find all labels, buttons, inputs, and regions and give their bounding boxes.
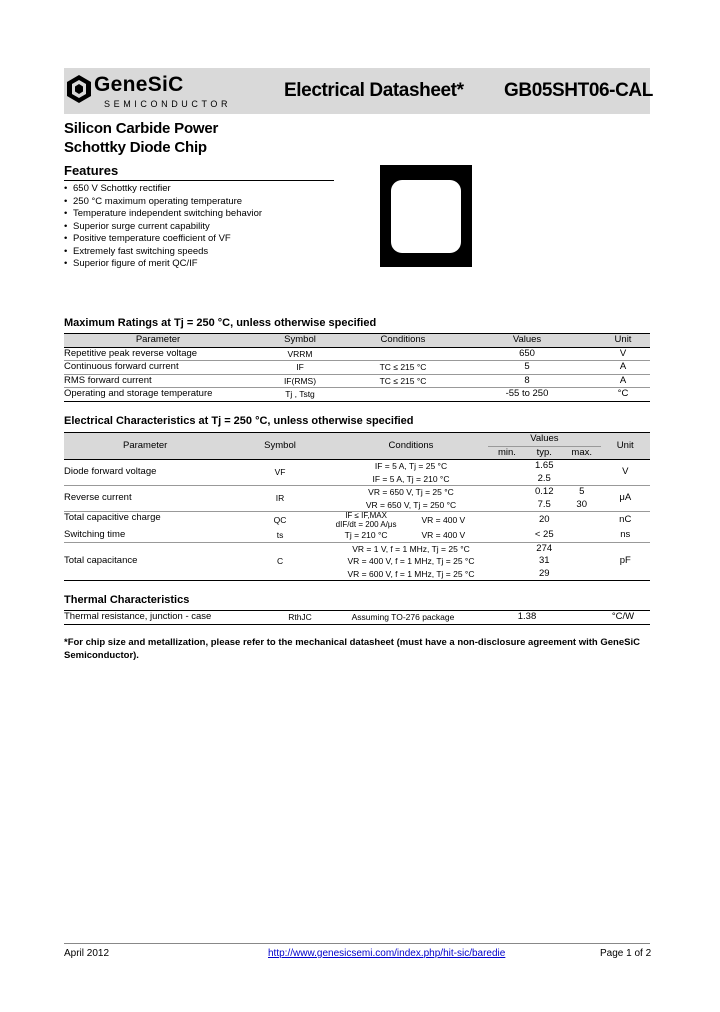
cell-parameter: Operating and storage temperature — [64, 388, 252, 402]
footnote: *For chip size and metallization, please refer to the mechanical datasheet (must have a non-disclosure agreement with GeneSiC Semiconductor). — [64, 637, 640, 661]
cond-didt: dIF/dt = 200 A/μs — [335, 519, 397, 529]
table-row — [64, 512, 650, 530]
elec-chars-title: Electrical Characteristics at Tj = 250 °C, unless otherwise specified — [64, 415, 414, 427]
col-header: Values — [458, 334, 596, 348]
max-ratings-table — [64, 333, 650, 402]
cell-value: 650 — [519, 347, 535, 359]
table-header-row — [64, 433, 650, 447]
cell-symbol: IR — [226, 486, 333, 512]
cell-conditions — [348, 347, 458, 361]
col-header: Unit — [601, 433, 650, 460]
cell-unit: A — [596, 361, 650, 375]
cell-unit: V — [619, 347, 627, 359]
cell-unit: nC — [601, 512, 650, 530]
col-header: Unit — [596, 334, 650, 348]
elec-chars-table — [64, 432, 650, 581]
table-row — [64, 374, 650, 388]
logo-name: GeneSiC — [94, 73, 184, 96]
cell-parameter: Repetitive peak reverse voltage — [64, 347, 198, 359]
part-number: GB05SHT06-CAL — [504, 80, 653, 101]
cell-typ: 29 — [526, 568, 563, 581]
product-title-line1: Silicon Carbide Power — [64, 120, 219, 137]
col-header-values: Values — [488, 433, 600, 447]
cell-conditions: TC ≤ 215 °C — [348, 374, 458, 388]
cell-symbol: VF — [274, 467, 286, 478]
table-row — [64, 486, 650, 499]
feature-item: • 250 °C maximum operating temperature — [64, 196, 262, 209]
cell-conditions: VR = 1 V, f = 1 MHz, Tj = 25 °C — [334, 542, 489, 555]
footer-page-number: Page 1 of 2 — [600, 948, 652, 959]
cell-typ: 274 — [526, 542, 563, 555]
cell-parameter: Continuous forward current — [64, 361, 252, 375]
cell-conditions: VR = 600 V, f = 1 MHz, Tj = 25 °C — [334, 568, 489, 581]
cell-unit: ns — [620, 529, 631, 540]
table-row — [64, 347, 650, 361]
feature-item: • Superior figure of merit QC/IF — [64, 258, 262, 271]
cell-conditions — [348, 388, 458, 402]
cell-typ: 7.5 — [537, 498, 551, 510]
cell-max: 5 — [563, 486, 601, 499]
genesic-hexagon-icon — [66, 74, 92, 104]
cell-conditions-vr: VR = 400 V — [398, 512, 488, 530]
cell-parameter: Total capacitance — [64, 542, 226, 581]
table-row — [64, 611, 650, 625]
cell-typ: 0.12 — [526, 486, 563, 499]
cell-symbol: RthJC — [252, 611, 348, 625]
cell-unit: °C/W — [596, 611, 650, 625]
table-row — [64, 361, 650, 375]
col-header-typ: typ. — [526, 446, 563, 460]
feature-item: • Superior surge current capability — [64, 221, 262, 234]
cell-parameter: RMS forward current — [64, 374, 252, 388]
cell-value: 5 — [458, 361, 596, 375]
cond-current-limit: IF ≤ IF,MAX — [345, 511, 387, 520]
col-header: Conditions — [334, 433, 489, 460]
col-header: Conditions — [348, 334, 458, 348]
cell-parameter: Thermal resistance, junction - case — [64, 611, 252, 625]
footer-date: April 2012 — [64, 948, 110, 959]
cell-unit: V — [622, 466, 629, 478]
max-ratings-title: Maximum Ratings at Tj = 250 °C, unless otherwise specified — [64, 317, 377, 329]
cell-typ: 20 — [526, 512, 563, 530]
table-header-row — [64, 334, 650, 348]
cell-parameter: Diode forward voltage — [64, 466, 157, 478]
cell-conditions: Tj = 210 °C — [344, 530, 388, 540]
cell-unit: μA — [601, 486, 650, 512]
cell-conditions: VR = 650 V, Tj = 25 °C — [334, 486, 489, 499]
logo-subtitle: SEMICONDUCTOR — [104, 99, 232, 109]
thermal-table — [64, 610, 650, 625]
cell-value: 8 — [458, 374, 596, 388]
cell-conditions: Assuming TO-276 package — [348, 611, 458, 625]
features-divider — [64, 180, 334, 181]
footer-url-link[interactable]: http://www.genesicsemi.com/index.php/hit-sic/baredie — [268, 948, 506, 959]
cell-symbol: IF(RMS) — [252, 374, 348, 388]
cell-conditions — [334, 512, 399, 530]
cell-conditions: VR = 650 V, Tj = 250 °C — [365, 499, 457, 510]
cell-conditions-vr: VR = 400 V — [421, 530, 466, 540]
feature-item: • Temperature independent switching behavior — [64, 208, 262, 221]
cell-conditions: TC ≤ 215 °C — [348, 361, 458, 375]
cell-typ: < 25 — [534, 529, 554, 540]
cell-typ: 2.5 — [537, 472, 551, 484]
col-header: Parameter — [64, 334, 252, 348]
document-title: Electrical Datasheet* — [284, 80, 464, 101]
features-list — [64, 183, 262, 271]
footer-divider — [64, 943, 650, 944]
cell-symbol: VRRM — [287, 348, 313, 359]
cell-conditions: VR = 400 V, f = 1 MHz, Tj = 25 °C — [347, 556, 475, 566]
cell-parameter: Reverse current — [64, 486, 226, 512]
cell-max: 30 — [576, 498, 587, 510]
col-header: Symbol — [252, 334, 348, 348]
table-row — [64, 388, 650, 402]
col-header: Symbol — [226, 433, 333, 460]
cell-symbol: IF — [252, 361, 348, 375]
cell-conditions: IF = 5 A, Tj = 25 °C — [374, 461, 448, 471]
cell-unit: pF — [601, 542, 650, 581]
table-row — [64, 529, 650, 542]
cell-symbol: C — [226, 542, 333, 581]
cell-conditions: IF = 5 A, Tj = 210 °C — [372, 473, 450, 484]
cell-unit: °C — [596, 388, 650, 402]
table-row — [64, 460, 650, 473]
cell-unit: A — [596, 374, 650, 388]
feature-item: • 650 V Schottky rectifier — [64, 183, 262, 196]
cell-parameter: Switching time — [64, 529, 126, 540]
cell-parameter: Total capacitive charge — [64, 512, 226, 530]
table-row — [64, 542, 650, 555]
col-header-min: min. — [488, 446, 525, 460]
col-header-max: max. — [563, 446, 601, 460]
cell-symbol: QC — [226, 512, 333, 530]
features-heading: Features — [64, 163, 119, 178]
cell-value: -55 to 250 — [458, 388, 596, 402]
cell-typ: 1.65 — [534, 460, 554, 471]
feature-item: • Positive temperature coefficient of VF — [64, 233, 262, 246]
chip-pad — [391, 180, 461, 253]
cell-symbol: ts — [276, 530, 284, 540]
product-title-line2: Schottky Diode Chip — [64, 139, 207, 156]
feature-item: • Extremely fast switching speeds — [64, 246, 262, 259]
col-header: Parameter — [64, 433, 226, 460]
cell-value: 1.38 — [458, 611, 596, 625]
cell-symbol: Tj , Tstg — [252, 388, 348, 402]
cell-typ: 31 — [538, 555, 550, 566]
thermal-title: Thermal Characteristics — [64, 594, 190, 606]
